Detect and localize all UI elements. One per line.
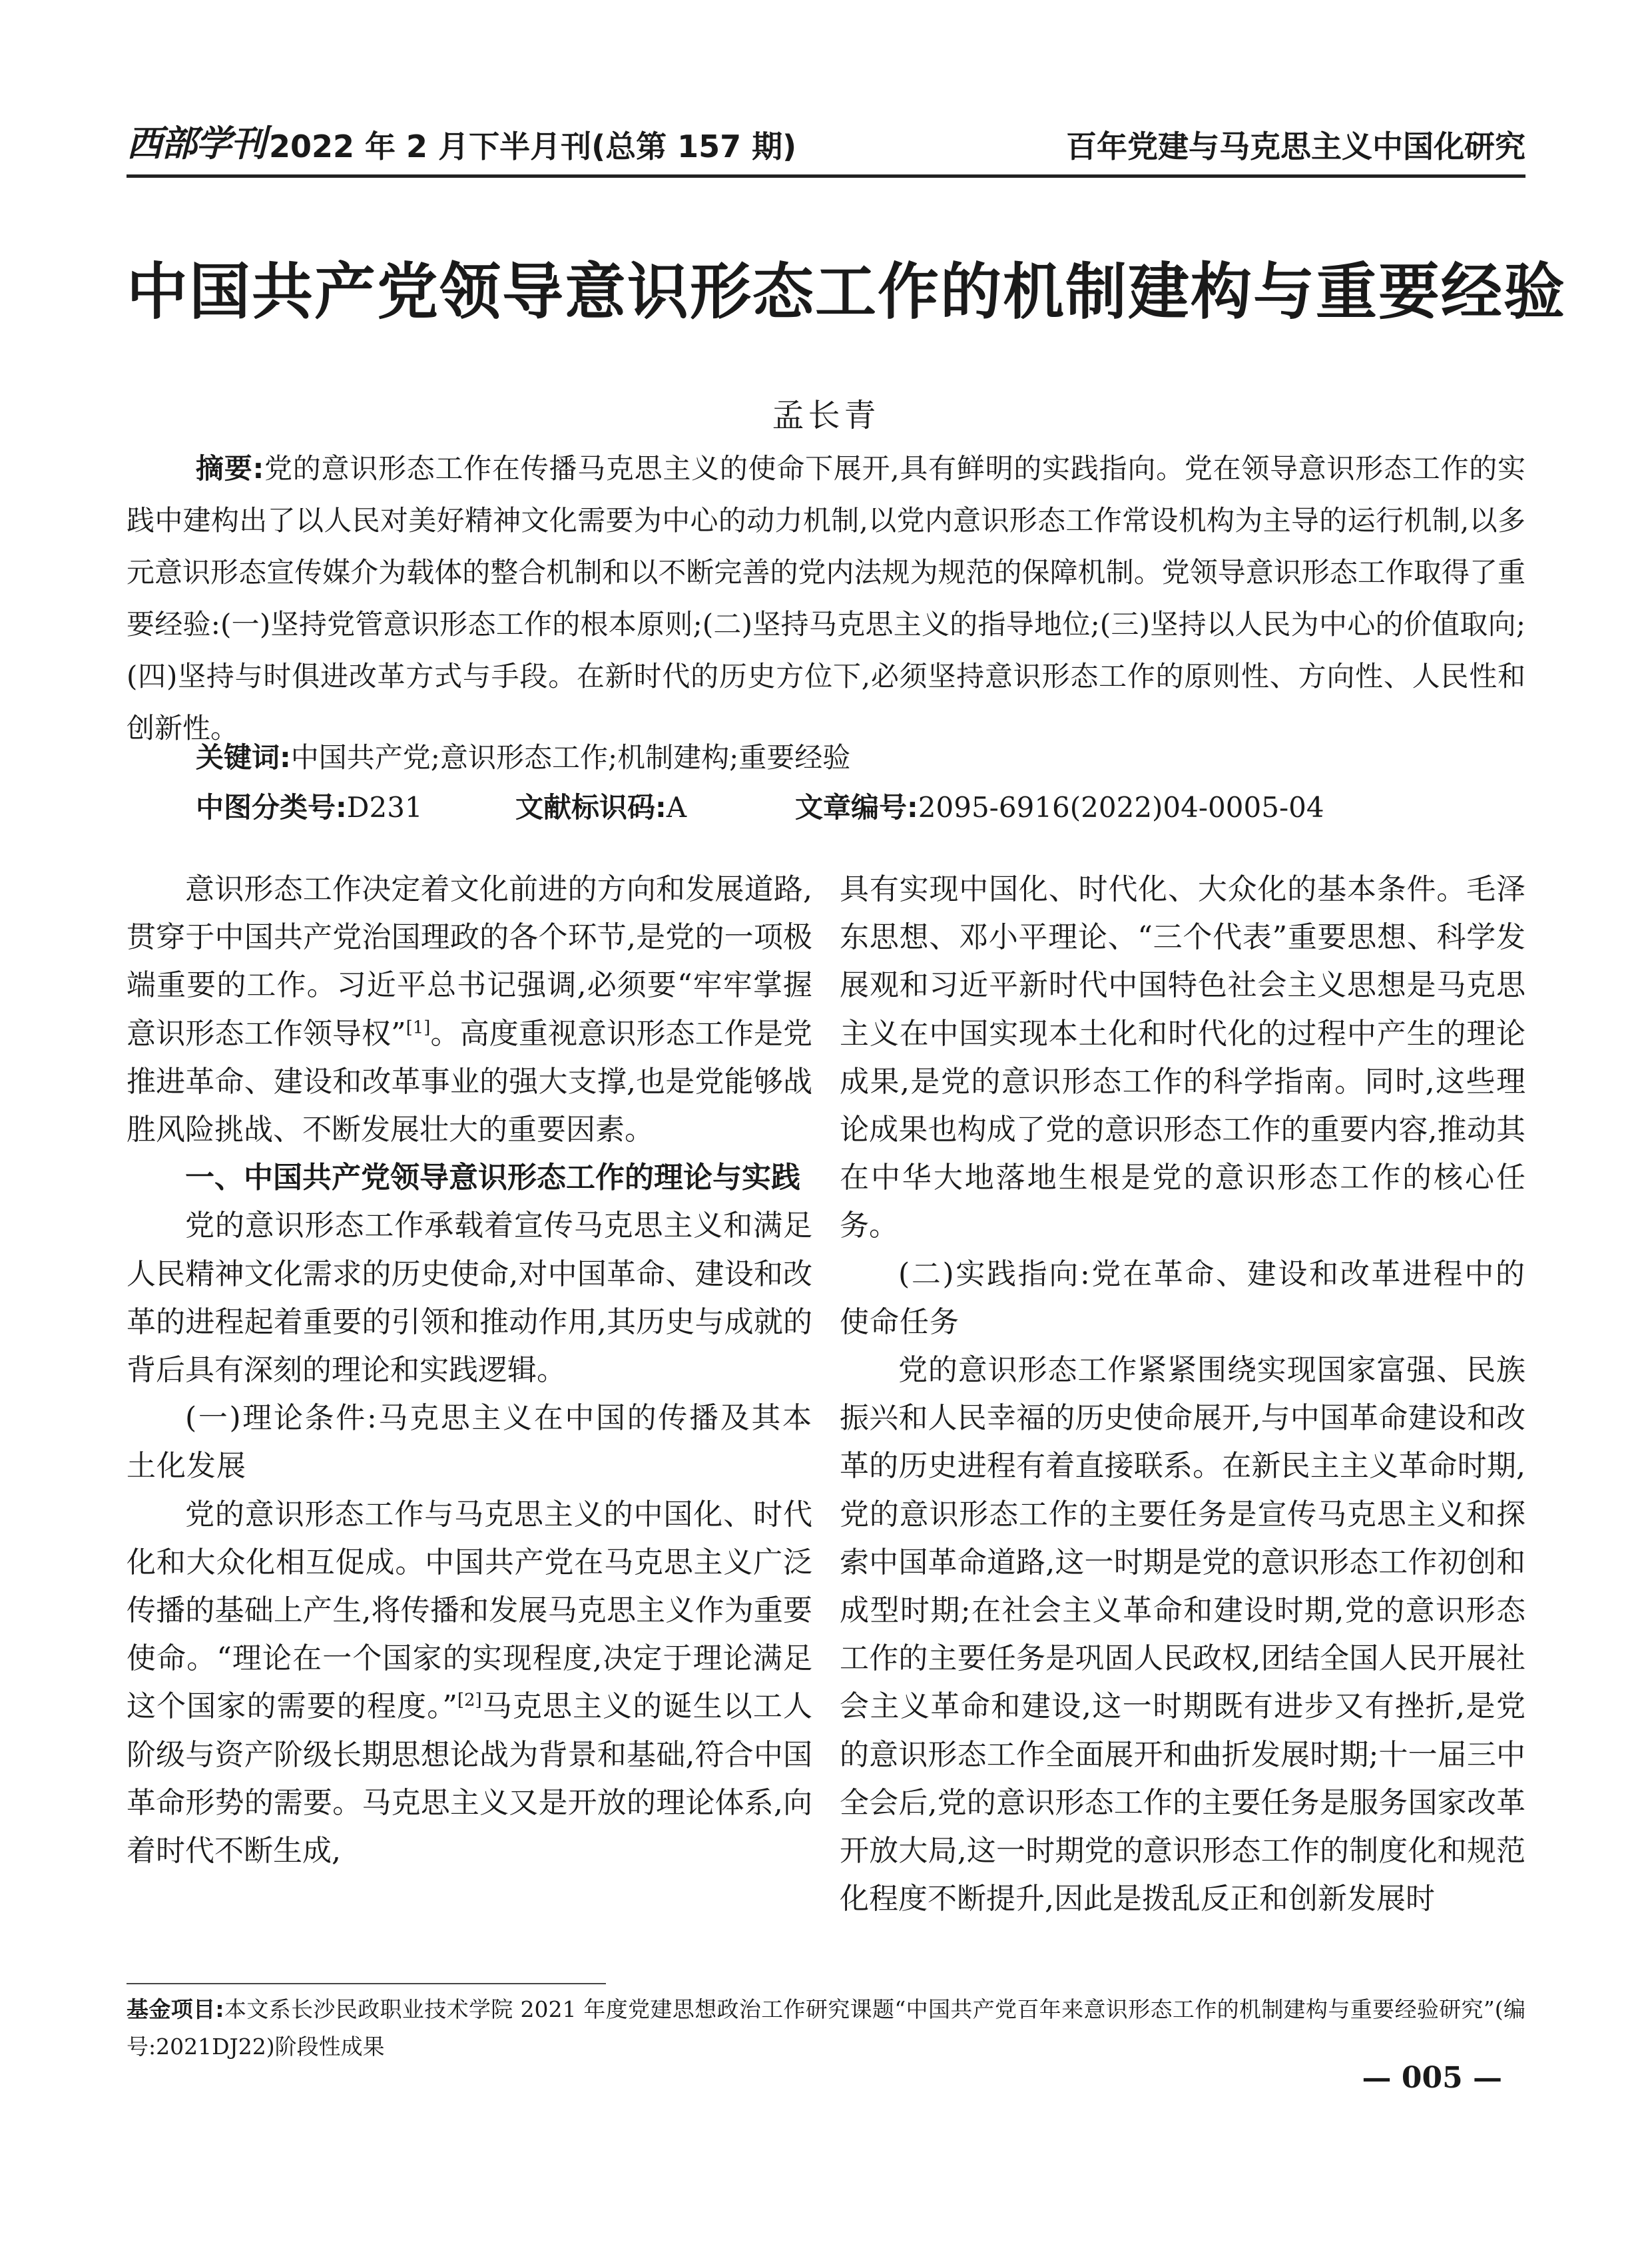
abstract (127, 443, 1525, 754)
page-number: — 005 — (1362, 2061, 1502, 2095)
citation-ref: [1] (406, 1017, 431, 1037)
paragraph (127, 866, 812, 1154)
article-number-label: 文章编号: (795, 791, 918, 824)
paragraph-text: 党的意识形态工作与马克思主义的中国化、时代化和大众化相互促成。中国共产党在马克思主义广泛传播的基础上产生,将传播和发展马克思主义作为重要使命。“理论在一个国家的实现程度,决定于理论满足这个国家的需要的程度。” (127, 1497, 812, 1724)
footnote-divider (127, 1983, 606, 1984)
article-meta (196, 786, 1324, 826)
journal-logo: 西部学刊 (127, 122, 265, 164)
article-title: 中国共产党领导意识形态工作的机制建构与重要经验 (127, 256, 1567, 328)
paragraph (127, 1491, 812, 1876)
keywords (196, 736, 850, 776)
article-number (795, 786, 1324, 826)
paragraph: 党的意识形态工作承载着宣传马克思主义和满足人民精神文化需求的历史使命,对中国革命、建设和改革的进程起着重要的引领和推动作用,其历史与成就的背后具有深刻的理论和实践逻辑。 (127, 1209, 812, 1388)
doc-code (515, 786, 795, 826)
section-heading: 一、中国共产党领导意识形态工作的理论与实践 (185, 1161, 800, 1195)
paragraph-text: 意识形态工作决定着文化前进的方向和发展道路,贯穿于中国共产党治国理政的各个环节,是党的一项极端重要的工作。习近平总书记强调,必须要“牢牢掌握意识形态工作领导权” (127, 872, 812, 1051)
doc-code-label: 文献标识码: (515, 791, 667, 824)
author-name: 孟长青 (772, 397, 880, 434)
keywords-label: 关键词: (196, 741, 291, 774)
subsection-heading: (二)实践指向:党在革命、建设和改革进程中的使命任务 (840, 1257, 1525, 1339)
classification-label: 中图分类号: (196, 791, 347, 824)
subsection-heading: (一)理论条件:马克思主义在中国的传播及其本土化发展 (127, 1401, 812, 1484)
running-header (127, 113, 1525, 178)
footnote-label: 基金项目: (127, 1996, 224, 2022)
issue-info: 2022 年 2 月下半月刊(总第 157 期) (269, 129, 797, 164)
body-column-left (127, 866, 812, 1875)
abstract-text: 党的意识形态工作在传播马克思主义的使命下展开,具有鲜明的实践指向。党在领导意识形态工作的实践中建构出了以人民对美好精神文化需要为中心的动力机制,以党内意识形态工作常设机构为主导的运行机制,以多元意识形态宣传媒介为载体的整合机制和以不断完善的党内法规为规范的保障机制。党领导意识形态工作取得了重要经验:(一)坚持党管意识形态工作的根本原则;(二)坚持马克思主义的指导地位;(三)坚持以人民为中心的价值取向;(四)坚持与时俱进改革方式与手段。在新时代的历史方位下,必须坚持意识形态工作的原则性、方向性、人民性和创新性。 (127, 452, 1525, 744)
abstract-label: 摘要: (196, 452, 264, 485)
paragraph-text: 马克思主义的诞生以工人阶级与资产阶级长期思想论战为背景和基础,符合中国革命形势的需要。马克思主义又是开放的理论体系,向着时代不断生成, (127, 1689, 812, 1868)
column-title: 百年党建与马克思主义中国化研究 (1066, 129, 1525, 164)
body-column-right (840, 866, 1525, 1923)
paragraph-text: 。高度重视意识形态工作是党推进革命、建设和改革事业的强大支撑,也是党能够战胜风险挑战、不断发展壮大的重要因素。 (127, 1016, 813, 1147)
footnote-text: 本文系长沙民政职业技术学院 2021 年度党建思想政治工作研究课题“中国共产党百年来意识形态工作的机制建构与重要经验研究”(编号:2021DJ22)阶段性成果 (127, 1996, 1526, 2060)
citation-ref: [2] (457, 1690, 482, 1711)
classification (196, 786, 515, 826)
doc-code-value: A (666, 791, 687, 824)
classification-value: D231 (346, 791, 423, 824)
keywords-text: 中国共产党;意识形态工作;机制建构;重要经验 (290, 741, 851, 774)
article-number-value: 2095-6916(2022)04-0005-04 (918, 791, 1324, 824)
paragraph: 具有实现中国化、时代化、大众化的基本条件。毛泽东思想、邓小平理论、“三个代表”重要思想、科学发展观和习近平新时代中国特色社会主义思想是马克思主义在中国实现本土化和时代化的过程中产生的理论成果,是党的意识形态工作的科学指南。同时,这些理论成果也构成了党的意识形态工作的重要内容,推动其在中华大地落地生根是党的意识形态工作的核心任务。 (840, 872, 1525, 1243)
header-left (127, 115, 796, 166)
paragraph: 党的意识形态工作紧紧围绕实现国家富强、民族振兴和人民幸福的历史使命展开,与中国革命建设和改革的历史进程有着直接联系。在新民主主义革命时期,党的意识形态工作的主要任务是宣传马克思主义和探索中国革命道路,这一时期是党的意识形态工作初创和成型时期;在社会主义革命和建设时期,党的意识形态工作的主要任务是巩固人民政权,团结全国人民开展社会主义革命和建设,这一时期既有进步又有挫折,是党的意识形态工作全面展开和曲折发展时期;十一届三中全会后,党的意识形态工作的主要任务是服务国家改革开放大局,这一时期党的意识形态工作的制度化和规范化程度不断提升,因此是拨乱反正和创新发展时 (840, 1353, 1525, 1916)
footnote (127, 1991, 1525, 2066)
